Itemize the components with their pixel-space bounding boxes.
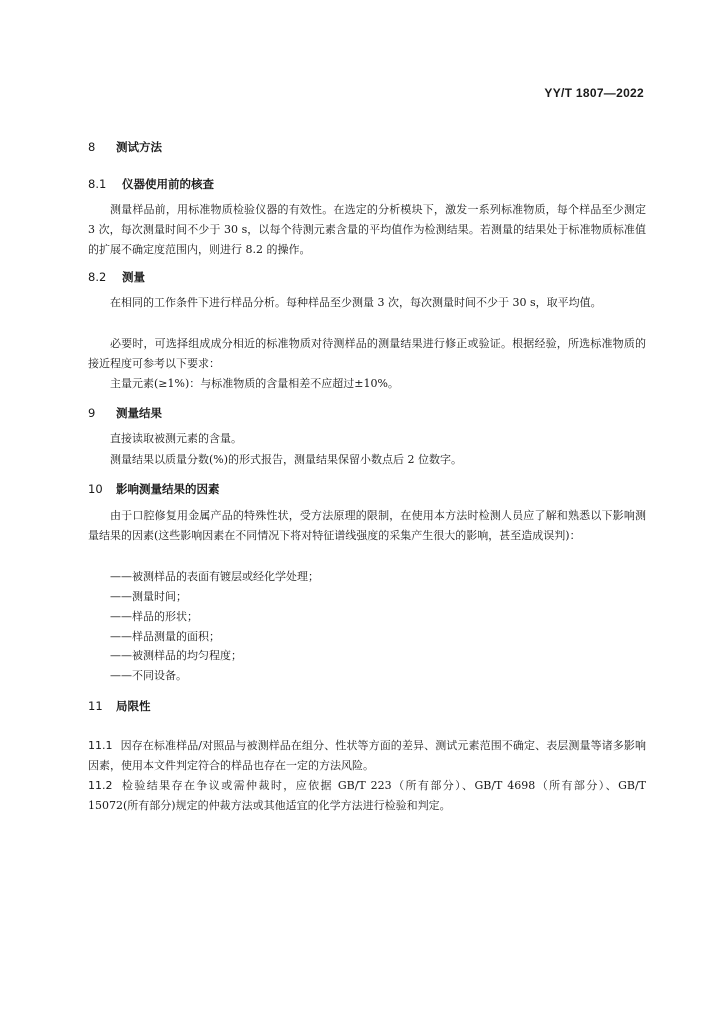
section-8-heading: [88, 139, 162, 155]
section-number: 9: [88, 406, 96, 420]
paragraph: 测量样品前，用标准物质检验仪器的有效性。在选定的分析模块下，激发一系列标准物质，每个样品至少测定 3 次，每次测量时间不少于 30 s，以每个待测元素含量的平均值作为检测结果。若测量的结果处于标准物质标准值的扩展不确定度范围内，则进行 8.2 的操作。: [88, 203, 646, 256]
paragraph: 主量元素(≥1%)：与标准物质的含量相差不应超过±10%。: [110, 377, 399, 390]
clause-text: 因存在标准样品/对照品与被测样品在组分、性状等方面的差异、测试元素范围不确定、表层测量等诸多影响因素，使用本文件判定符合的样品也存在一定的方法风险。: [88, 739, 646, 772]
clause-11-2: [88, 776, 646, 816]
clause-number: 11.2: [88, 779, 113, 792]
section-title: 局限性: [116, 699, 151, 713]
paragraph: 由于口腔修复用金属产品的特殊性状，受方法原理的限制，在使用本方法时检测人员应了解和熟悉以下影响测量结果的因素(这些影响因素在不同情况下将对特征谱线强度的采集产生很大的影响，甚至造成误判)：: [88, 509, 646, 542]
clause-11-1: [88, 736, 646, 776]
section-title: 仪器使用前的核查: [122, 177, 214, 191]
section-11-heading: [88, 698, 151, 714]
paragraph: 在相同的工作条件下进行样品分析。每种样品至少测量 3 次，每次测量时间不少于 30 s，取平均值。: [110, 296, 602, 309]
section-number: 10: [88, 482, 103, 496]
section-number: 8.2: [88, 270, 107, 284]
list-item: ——不同设备。: [110, 669, 187, 682]
section-title: 影响测量结果的因素: [116, 482, 220, 496]
list-item: ——被测样品的均匀程度；: [110, 649, 242, 662]
section-number: 8.1: [88, 177, 107, 191]
section-10-heading: [88, 481, 220, 497]
section-title: 测试方法: [116, 140, 162, 154]
paragraph: 测量结果以质量分数(%)的形式报告，测量结果保留小数点后 2 位数字。: [110, 453, 463, 466]
section-number: 8: [88, 140, 96, 154]
clause-number: 11.1: [88, 739, 113, 752]
section-8-1-heading: [88, 176, 214, 192]
standard-number: YY/T 1807—2022: [544, 86, 644, 100]
clause-text: 检验结果存在争议或需仲裁时，应依据 GB/T 223（所有部分）、GB/T 4698（所有部分）、GB/T 15072(所有部分)规定的仲裁方法或其他适宜的化学方法进行检验和判定。: [88, 779, 646, 812]
paragraph: 直接读取被测元素的含量。: [110, 432, 242, 445]
section-title: 测量: [122, 270, 145, 284]
section-9-heading: [88, 405, 162, 421]
list-item: ——被测样品的表面有镀层或经化学处理；: [110, 570, 319, 583]
section-title: 测量结果: [116, 406, 162, 420]
list-item: ——样品的形状；: [110, 610, 198, 623]
paragraph: 必要时，可选择组成成分相近的标准物质对待测样品的测量结果进行修正或验证。根据经验，所选标准物质的接近程度可参考以下要求：: [88, 337, 646, 370]
list-item: ——测量时间；: [110, 590, 187, 603]
section-8-2-heading: [88, 269, 145, 285]
list-item: ——样品测量的面积；: [110, 630, 220, 643]
section-number: 11: [88, 699, 103, 713]
